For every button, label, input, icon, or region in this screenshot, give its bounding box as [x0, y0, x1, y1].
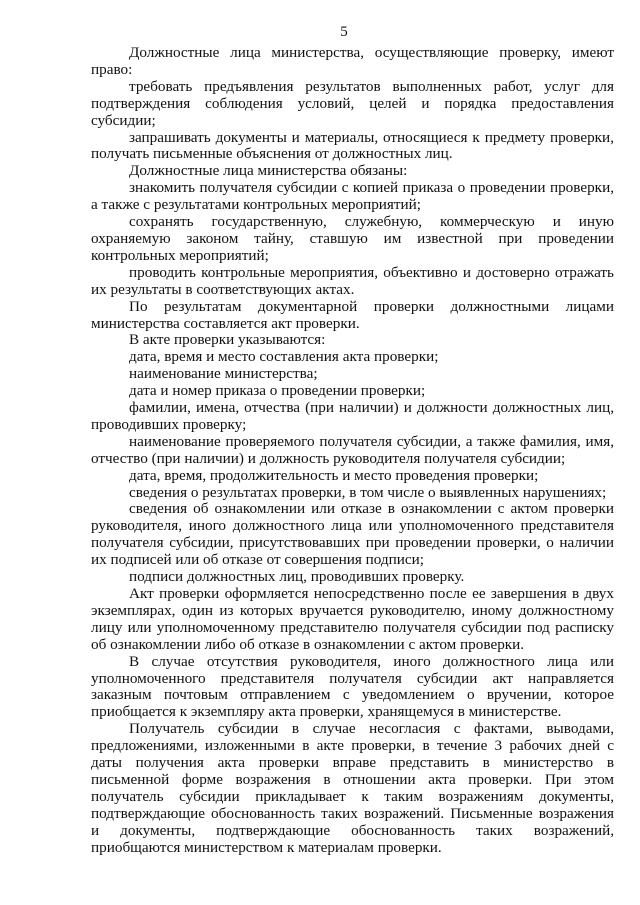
paragraph: Акт проверки оформляется непосредственно после ее завершения в двух экземплярах, один из которых вручается руководителю, иному должностному лицу или уполномоченному представителю получателя субсидии под расписку об ознакомлении либо об отказе в ознакомлении с актом проверки. — [91, 585, 614, 653]
paragraph: фамилии, имена, отчества (при наличии) и должности должностных лиц, проводивших проверку; — [91, 399, 614, 433]
paragraph: дата и номер приказа о проведении проверки; — [129, 382, 426, 400]
paragraph: подписи должностных лиц, проводивших проверку. — [129, 568, 465, 586]
paragraph: Должностные лица министерства обязаны: — [129, 162, 408, 180]
paragraph: сохранять государственную, служебную, коммерческую и иную охраняемую законом тайну, ставшую им известной при проведении контрольных мероприятий; — [91, 213, 614, 264]
document-body — [91, 45, 614, 857]
paragraph: Должностные лица министерства, осуществляющие проверку, имеют право: — [91, 44, 614, 78]
paragraph: По результатам документарной проверки должностными лицами министерства составляется акт проверки. — [91, 297, 614, 332]
paragraph: Получатель субсидии в случае несогласия с фактами, выводами, предложениями, изложенными в акте проверки, в течение 3 рабочих дней с даты получения акта проверки вправе представить в министерство в письменной форме возражения в отношении акта проверки. При этом получатель субсидии прикладывает к таким возражениям документы, подтверждающие обоснованность таких возражений. Письменные возражения и документы, подтверждающие обоснованность таких возражений, приобщаются министерством к материалам проверки. — [91, 720, 614, 856]
paragraph: наименование проверяемого получателя субсидии, а также фамилия, имя, отчество (при наличии) и должность руководителя получателя субсидии; — [91, 432, 614, 467]
paragraph: запрашивать документы и материалы, относящиеся к предмету проверки, получать письменные объяснения от должностных лиц. — [91, 128, 614, 163]
paragraph: наименование министерства; — [129, 365, 318, 383]
page-number: 5 — [340, 24, 348, 40]
paragraph: требовать предъявления результатов выполненных работ, услуг для подтверждения соблюдения условий, целей и порядка предоставления субсидии; — [91, 77, 614, 129]
paragraph: дата, время и место составления акта проверки; — [129, 348, 439, 366]
paragraph: В акте проверки указываются: — [129, 331, 326, 349]
paragraph: проводить контрольные мероприятия, объективно и достоверно отражать их результаты в соответствующих актах. — [91, 263, 614, 298]
paragraph: дата, время, продолжительность и место проведения проверки; — [129, 466, 539, 484]
paragraph: сведения об ознакомлении или отказе в ознакомлении с актом проверки руководителя, иного должностного лица или уполномоченного представителя получателя субсидии, присутствовавших при проведении проверки, о наличии их подписей или об отказе от совершения подписи; — [91, 500, 614, 569]
paragraph: В случае отсутствия руководителя, иного должностного лица или уполномоченного представителя получателя субсидии акт направляется заказным почтовым отправлением с уведомлением о вручении, которое приобщается к экземпляру акта проверки, хранящемуся в министерстве. — [91, 652, 614, 721]
paragraph: знакомить получателя субсидии с копией приказа о проведении проверки, а также с результатами контрольных мероприятий; — [91, 179, 614, 214]
paragraph: сведения о результатах проверки, в том числе о выявленных нарушениях; — [129, 483, 607, 501]
